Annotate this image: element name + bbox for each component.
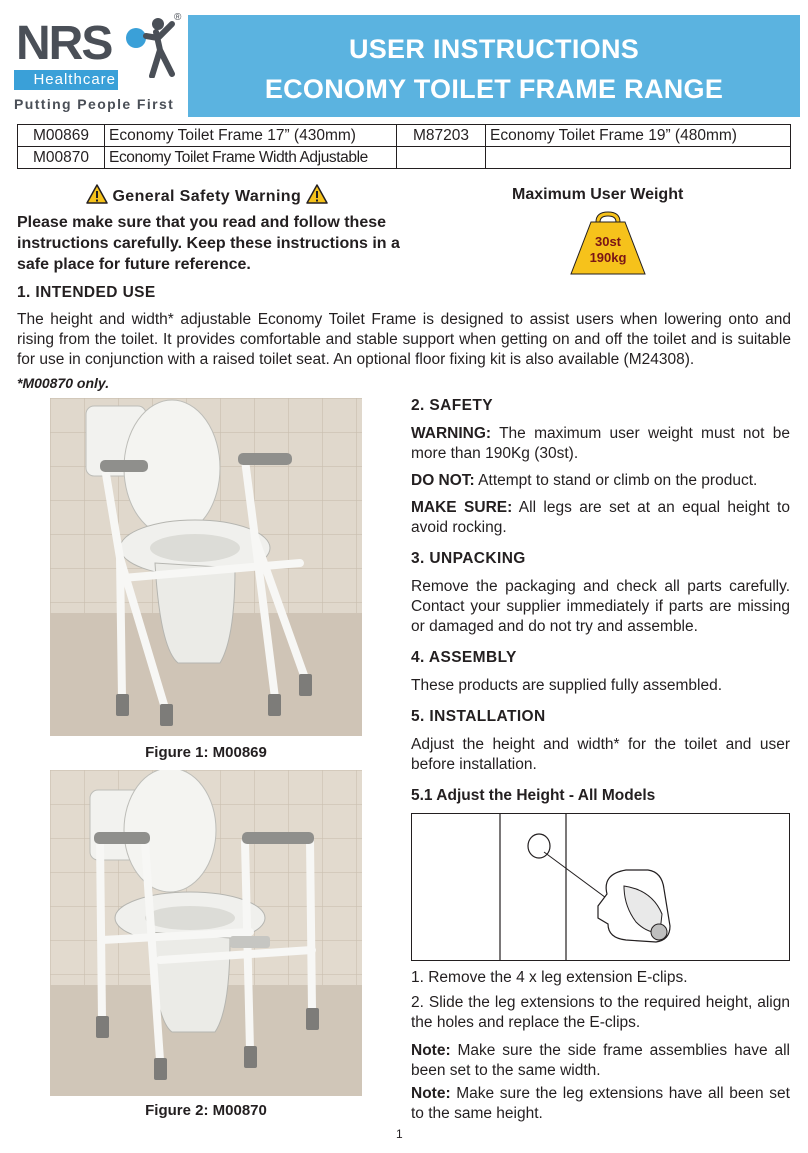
intended-use-footnote: *M00870 only. bbox=[17, 375, 110, 391]
weight-kg: 190kg bbox=[589, 250, 627, 265]
table-row bbox=[18, 147, 791, 169]
e-clip-diagram bbox=[411, 813, 790, 961]
safety-warning bbox=[411, 424, 790, 464]
safety-makesure-text: All legs are set at an equal height to avoid rocking. bbox=[411, 499, 790, 536]
logo-sub: Healthcare bbox=[33, 71, 116, 88]
nrs-healthcare-logo bbox=[14, 14, 182, 116]
logo-brand: NRS bbox=[16, 17, 112, 70]
safety-donot-text: Attempt to stand or climb on the product. bbox=[474, 472, 758, 489]
model-code: M87203 bbox=[397, 125, 486, 147]
logo-reg: ® bbox=[174, 12, 182, 23]
installation-step-2: 2. Slide the leg extensions to the required height, align the holes and replace the E-clips. bbox=[411, 994, 790, 1031]
unpacking-text: Remove the packaging and check all parts carefully. Contact your supplier immediately if parts are missing or damaged and do not try and assemble. bbox=[411, 578, 790, 635]
model-name bbox=[486, 147, 791, 169]
warning-text: Please make sure that you read and follow these instructions carefully. Keep these instructions in a safe place for future reference. bbox=[17, 214, 400, 273]
warning-heading: General Safety Warning bbox=[112, 188, 302, 205]
max-weight-heading: Maximum User Weight bbox=[512, 186, 684, 203]
figure-2-photo bbox=[50, 770, 362, 1096]
installation-note-2 bbox=[411, 1084, 790, 1124]
unpacking-heading: 3. UNPACKING bbox=[411, 550, 526, 567]
intended-use-heading: 1. INTENDED USE bbox=[17, 284, 156, 301]
safety-donot-label: DO NOT: bbox=[411, 472, 475, 489]
model-name: Economy Toilet Frame 19” (480mm) bbox=[486, 125, 791, 147]
intended-use-text: The height and width* adjustable Economy Toilet Frame is designed to assist users when lowering onto and rising from the toilet. It provides comfortable and stable support when getting on and off the toilet and is suitable for use in conjunction with a raised toilet seat. An optional floor fixing kit is also available (M24308). bbox=[17, 311, 791, 368]
title-banner bbox=[188, 15, 800, 117]
model-code bbox=[397, 147, 486, 169]
note-text: Make sure the leg extensions have all been set to the same height. bbox=[411, 1085, 790, 1122]
warning-icon bbox=[86, 184, 108, 204]
model-code: M00869 bbox=[18, 125, 105, 147]
model-code: M00870 bbox=[18, 147, 105, 169]
installation-heading: 5. INSTALLATION bbox=[411, 708, 546, 725]
assembly-text: These products are supplied fully assembled. bbox=[411, 677, 723, 694]
title-line2: ECONOMY TOILET FRAME RANGE bbox=[264, 74, 724, 104]
safety-donot bbox=[411, 471, 790, 491]
safety-heading: 2. SAFETY bbox=[411, 397, 493, 414]
installation-step-1: 1. Remove the 4 x leg extension E-clips. bbox=[411, 969, 688, 986]
page-number: 1 bbox=[396, 1127, 403, 1141]
weight-icon bbox=[569, 210, 647, 276]
weight-stones: 30st bbox=[594, 234, 622, 249]
safety-makesure bbox=[411, 498, 790, 538]
title-line1: USER INSTRUCTIONS bbox=[348, 34, 640, 64]
figure-2-caption: Figure 2: M00870 bbox=[145, 1102, 267, 1119]
safety-warning-text: The maximum user weight must not be more than 190Kg (30st). bbox=[411, 425, 790, 462]
figure-1-caption: Figure 1: M00869 bbox=[145, 744, 267, 761]
safety-makesure-label: MAKE SURE: bbox=[411, 499, 513, 516]
assembly-heading: 4. ASSEMBLY bbox=[411, 649, 517, 666]
table-row bbox=[18, 125, 791, 147]
note-label: Note: bbox=[411, 1042, 451, 1059]
figure-1-photo bbox=[50, 398, 362, 736]
model-name: Economy Toilet Frame Width Adjustable bbox=[105, 147, 397, 169]
installation-subheading: 5.1 Adjust the Height - All Models bbox=[411, 787, 656, 804]
safety-warning-label: WARNING: bbox=[411, 425, 492, 442]
person-icon bbox=[116, 16, 178, 78]
installation-text: Adjust the height and width* for the toilet and user before installation. bbox=[411, 736, 790, 773]
logo-tagline: Putting People First bbox=[14, 96, 175, 112]
warning-icon bbox=[306, 184, 328, 204]
model-name: Economy Toilet Frame 17” (430mm) bbox=[105, 125, 397, 147]
note-label: Note: bbox=[411, 1085, 451, 1102]
model-table bbox=[17, 124, 791, 169]
logo-sub-band bbox=[14, 70, 118, 90]
note-text: Make sure the side frame assemblies have all been set to the same width. bbox=[411, 1042, 790, 1079]
general-safety-warning-heading bbox=[86, 184, 328, 206]
installation-note-1 bbox=[411, 1041, 790, 1081]
